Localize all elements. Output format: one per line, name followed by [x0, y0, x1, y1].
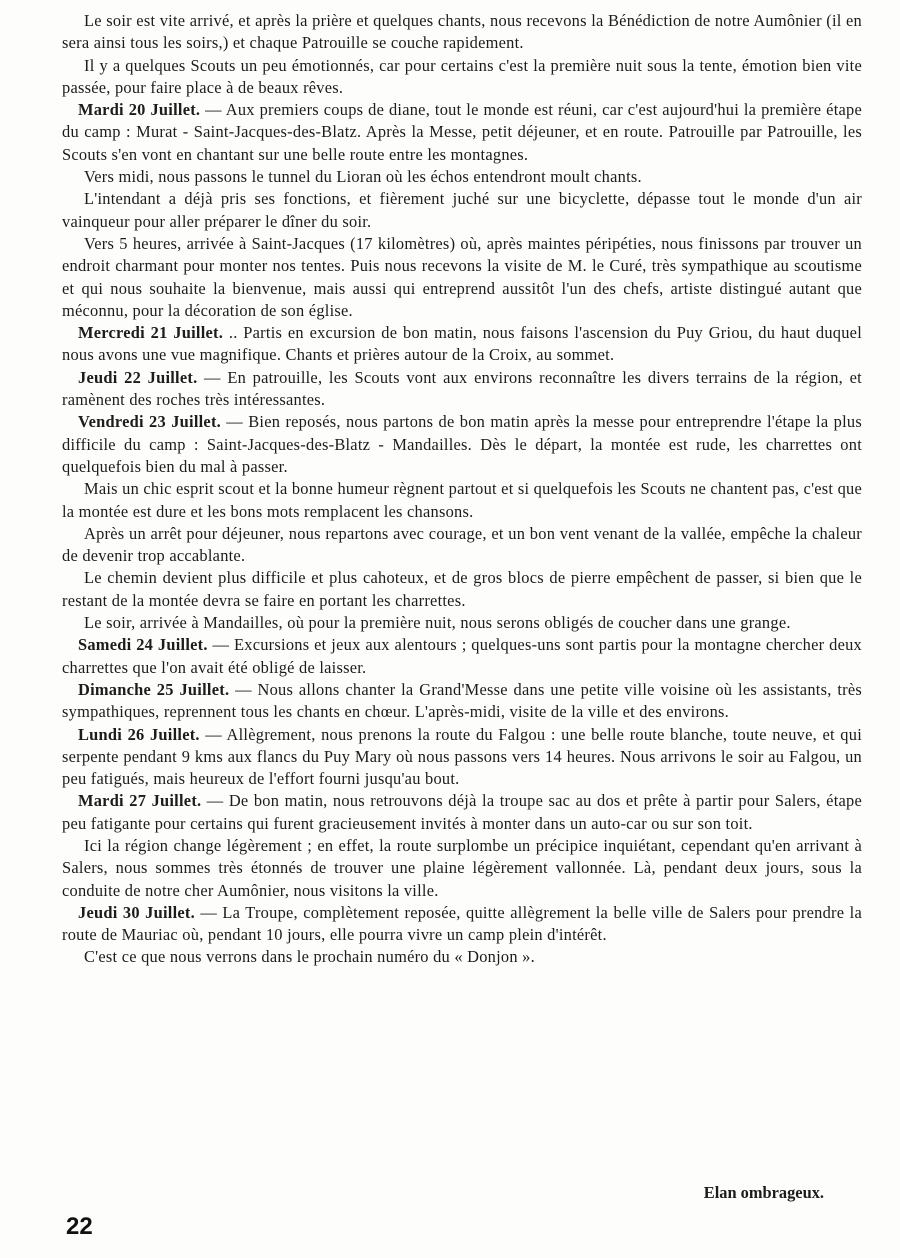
paragraph — [62, 523, 862, 568]
signature: Elan ombrageux. — [703, 1183, 824, 1202]
paragraph — [62, 612, 862, 634]
paragraph-text: — Excursions et jeux aux alentours ; quelques-uns sont partis pour la montagne chercher deux charrettes que l'on avait été obligé de laisser. — [62, 635, 862, 677]
paragraph-text: — Nous allons chanter la Grand'Messe dans une petite ville voisine où les assistants, très sympathiques, reprennent tous les chants en chœur. L'après-midi, visite de la ville et des environs. — [62, 679, 862, 722]
entry-date: Vendredi 23 Juillet. — [78, 412, 222, 432]
paragraph-text: Vers midi, nous passons le tunnel du Lioran où les échos entendront moult chants. — [84, 167, 642, 187]
paragraph — [62, 567, 862, 612]
entry-date: Jeudi 30 Juillet. — [78, 902, 195, 922]
entry-date: Mardi 20 Juillet. — [78, 100, 201, 120]
paragraph-text: — En patrouille, les Scouts vont aux environs reconnaître les divers terrains de la région, et ramènent des roches très intéressantes. — [62, 367, 862, 410]
paragraph — [62, 724, 862, 791]
entry-date: Mardi 27 Juillet. — [78, 791, 202, 811]
paragraph — [62, 233, 862, 322]
paragraph-text: — Bien reposés, nous partons de bon matin après la messe pour entreprendre l'étape la plus difficile du camp : Saint-Jacques-des-Blatz - Mandailles. Dès le départ, la montée est rude, les charrettes ont quelquefois bien du mal à passer. — [62, 412, 862, 476]
paragraph — [62, 166, 862, 188]
paragraph-text: Vers 5 heures, arrivée à Saint-Jacques (17 kilomètres) où, après maintes péripéties, nous finissons par trouver un endroit charmant pour monter nos tentes. Puis nous recevons la visite de M. le Curé, très sympathique au scoutisme et qui nous souhaite la bienvenue, mais aussi qui entreprend aussitôt l'un des chefs, artiste distingué autant que méconnu, pour la décoration de son église. — [62, 233, 862, 320]
page-number: 22 — [66, 1213, 93, 1240]
paragraph — [62, 902, 862, 947]
paragraph-text: L'intendant a déjà pris ses fonctions, et fièrement juché sur une bicyclette, dépasse tout le monde d'un air vainqueur pour aller préparer le dîner du soir. — [62, 189, 862, 231]
paragraph-text: C'est ce que nous verrons dans le prochain numéro du « Donjon ». — [84, 947, 535, 967]
paragraph — [62, 411, 862, 478]
paragraph — [62, 99, 862, 166]
entry-date: Samedi 24 Juillet. — [78, 635, 208, 655]
paragraph — [62, 835, 862, 902]
paragraph-text: — La Troupe, complètement reposée, quitte allègrement la belle ville de Salers pour prendre la route de Mauriac où, pendant 10 jours, elle pourra vivre un camp plein d'intérêt. — [62, 902, 862, 945]
paragraph-text: Il y a quelques Scouts un peu émotionnés, car pour certains c'est la première nuit sous la tente, émotion bien vite passée, pour faire place à de beaux rêves. — [62, 55, 862, 97]
paragraph — [62, 55, 862, 100]
entry-date: Mercredi 21 Juillet. — [78, 323, 224, 343]
paragraph-text: .. Partis en excursion de bon matin, nous faisons l'ascension du Puy Griou, du haut duquel nous avons une vue magnifique. Chants et prières autour de la Croix, au sommet. — [62, 323, 862, 365]
paragraph-text: — Aux premiers coups de diane, tout le monde est réuni, car c'est aujourd'hui la première étape du camp : Murat - Saint-Jacques-des-Blatz. Après la Messe, petit déjeuner, et en route. Patrouille par Patrouille, les Scouts s'en vont en chantant sur une belle route entre les montagnes. — [62, 100, 862, 164]
paragraph — [62, 10, 862, 55]
article-body — [62, 10, 862, 969]
paragraph — [62, 790, 862, 835]
entry-date: Jeudi 22 Juillet. — [78, 367, 198, 387]
entry-date: Lundi 26 Juillet. — [78, 724, 200, 744]
paragraph — [62, 478, 862, 523]
paragraph — [62, 367, 862, 412]
entry-date: Dimanche 25 Juillet. — [78, 679, 230, 699]
paragraph-text: Le chemin devient plus difficile et plus cahoteux, et de gros blocs de pierre empêchent de passer, si bien que le restant de la montée devra se faire en portant les charrettes. — [62, 568, 862, 610]
paragraph — [62, 946, 862, 968]
paragraph — [62, 188, 862, 233]
paragraph-text: Le soir, arrivée à Mandailles, où pour la première nuit, nous serons obligés de coucher dans une grange. — [84, 613, 791, 633]
paragraph-text: Le soir est vite arrivé, et après la prière et quelques chants, nous recevons la Bénédiction de notre Aumônier (il en sera ainsi tous les soirs,) et chaque Patrouille se couche rapidement. — [62, 11, 862, 53]
paragraph-text: Après un arrêt pour déjeuner, nous repartons avec courage, et un bon vent venant de la vallée, empêche la chaleur de devenir trop accablante. — [62, 523, 862, 566]
paragraph-text: Ici la région change légèrement ; en effet, la route surplombe un précipice inquiétant, cependant qu'en arrivant à Salers, nous sommes très étonnés de trouver une plaine légèrement vallonnée. Là, pendant deux jours, sous la conduite de notre cher Aumônier, nous visitons la ville. — [62, 835, 862, 900]
paragraph — [62, 322, 862, 367]
paragraph — [62, 634, 862, 679]
paragraph — [62, 679, 862, 724]
paragraph-text: — Allègrement, nous prenons la route du Falgou : une belle route blanche, toute neuve, et qui serpente pendant 9 kms aux flancs du Puy Mary où nous passons vers 14 heures. Nous arrivons le soir au Falgou, un peu fatigués, mais heureux de l'effort fourni jusqu'au bout. — [62, 724, 862, 789]
paragraph-text: — De bon matin, nous retrouvons déjà la troupe sac au dos et prête à partir pour Salers, étape peu fatigante pour certains qui furent gracieusement invités à monter dans un auto-car ou sur son toit. — [62, 791, 862, 833]
paragraph-text: Mais un chic esprit scout et la bonne humeur règnent partout et si quelquefois les Scouts ne chantent pas, c'est que la montée est dure et les bons mots remplacent les chansons. — [62, 479, 862, 521]
